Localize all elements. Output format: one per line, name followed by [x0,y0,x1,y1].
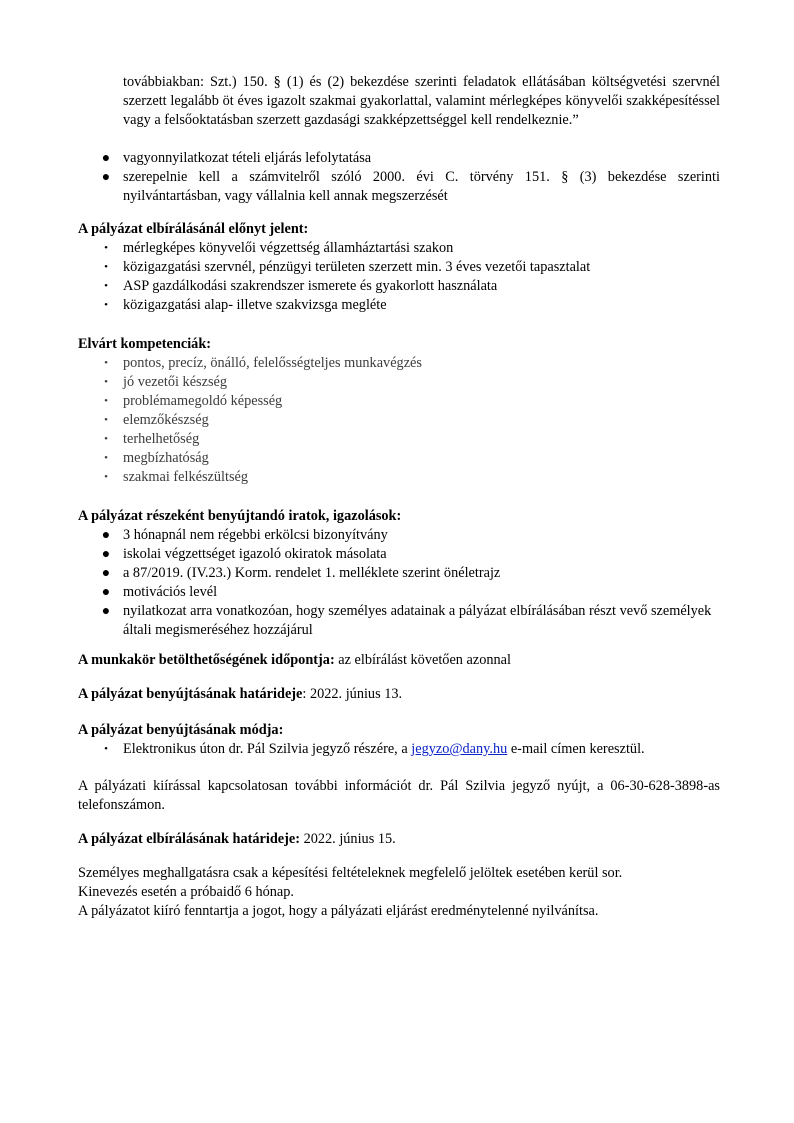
list-item [78,411,720,430]
bullet-icon: • [104,299,108,311]
competencies-section [78,335,720,487]
bullet-icon: ● [101,566,111,581]
list-item [78,430,720,449]
decision-deadline-label: A pályázat elbírálásának határideje: [78,831,300,847]
documents-section [78,507,720,640]
closing-line: Személyes meghallgatásra csak a képesítési feltételeknek megfelelő jelöltek esetében kerül sor. [78,865,623,881]
bullet-icon: ● [101,528,111,543]
list-item-text: 3 hónapnál nem régebbi erkölcsi bizonyítvány [123,527,388,543]
bullet-icon: • [104,743,108,755]
submission-section [78,721,720,759]
list-item-text: közigazgatási alap- illetve szakvizsga megléte [123,297,387,313]
start-date-line [78,651,720,670]
list-item [78,149,720,168]
closing-block [78,864,720,921]
section-heading: A pályázat elbírálásánál előnyt jelent: [78,221,309,237]
list-item-text: mérlegképes könyvelői végzettség államháztartási szakon [123,240,454,256]
list-item [78,168,720,206]
decision-deadline-value: 2022. június 15. [300,831,396,847]
list-item-text: motivációs levél [123,584,218,600]
closing-line: A pályázatot kiíró fenntartja a jogot, hogy a pályázati eljárást eredménytelenné nyilvánítsa. [78,903,599,919]
list-item [78,277,720,296]
requirements-tail-list [78,149,720,206]
list-item-text: szakmai felkészültség [123,469,249,485]
list-item-text: terhelhetőség [123,431,200,447]
bullet-icon: • [104,433,108,445]
start-date-value: az elbírálást követően azonnal [334,652,511,668]
bullet-icon: • [104,471,108,483]
list-item [78,296,720,315]
submission-text-before: Elektronikus úton dr. Pál Szilvia jegyző részére, a [123,741,412,757]
list-item-text: nyilatkozat arra vonatkozóan, hogy személyes adatainak a pályázat elbírálásában részt vevő személyek általi megismeréséhez hozzájárul [123,603,712,638]
bullet-icon: • [104,357,108,369]
bullet-icon: • [104,261,108,273]
deadline-label: A pályázat benyújtásának határideje [78,686,303,702]
bullet-icon: • [104,395,108,407]
bullet-icon: • [104,280,108,292]
deadline-line [78,685,720,704]
bullet-icon: ● [101,547,111,562]
bullet-icon: • [104,414,108,426]
advantage-section [78,220,720,315]
info-paragraph: A pályázati kiírással kapcsolatosan további információt dr. Pál Szilvia jegyző nyújt, a 06-30-628-3898-as telefonszámon. [78,778,720,813]
list-item-text: megbízhatóság [123,450,209,466]
closing-line: Kinevezés esetén a próbaidő 6 hónap. [78,884,294,900]
list-item [78,602,720,640]
list-item-text: iskolai végzettséget igazoló okiratok másolata [123,546,387,562]
list-item [78,583,720,602]
bullet-icon: ● [101,604,111,619]
list-item-text: jó vezetői készség [123,374,228,390]
list-item [78,468,720,487]
list-item [78,239,720,258]
bullet-icon: • [104,376,108,388]
bullet-icon: • [104,242,108,254]
list-item [78,258,720,277]
list-item [78,564,720,583]
list-item [78,545,720,564]
bullet-icon: • [104,452,108,464]
section-heading: Elvárt kompetenciák: [78,336,212,352]
bullet-icon: ● [101,170,111,185]
intro-continuation: továbbiakban: Szt.) 150. § (1) és (2) bekezdése szerinti feladatok ellátásában költségvetési szervnél szerzett legalább öt éves igazolt szakmai gyakorlattal, valamint mérlegképes könyvelői szakképesítéssel vagy a felsőoktatásban szerzett gazdasági szakképzettséggel kell rendelkeznie.” [123,74,720,128]
deadline-value: : 2022. június 13. [302,686,403,702]
list-item-text: problémamegoldó képesség [123,393,283,409]
bullet-icon: ● [101,585,111,600]
section-heading: A pályázat részeként benyújtandó iratok, igazolások: [78,508,402,524]
list-item-text: elemzőkészség [123,412,209,428]
list-item [78,392,720,411]
list-item-text: pontos, precíz, önálló, felelősségteljes munkavégzés [123,355,422,371]
list-item [78,373,720,392]
submission-text-after: e-mail címen keresztül. [507,741,645,757]
list-item [78,354,720,373]
bullet-icon: ● [101,151,111,166]
section-heading: A pályázat benyújtásának módja: [78,722,284,738]
start-date-label: A munkakör betölthetőségének időpontja: [78,652,335,668]
list-item-text: vagyonnyilatkozat tételi eljárás lefolytatása [123,150,372,166]
list-item [78,740,720,759]
list-item-text: a 87/2019. (IV.23.) Korm. rendelet 1. melléklete szerint önéletrajz [123,565,501,581]
list-item-text: közigazgatási szervnél, pénzügyi területen szerzett min. 3 éves vezetői tapasztalat [123,259,591,275]
list-item [78,449,720,468]
decision-deadline-line [78,830,720,849]
list-item-text: ASP gazdálkodási szakrendszer ismerete és gyakorlott használata [123,278,498,294]
list-item-text: szerepelnie kell a számvitelről szóló 2000. évi C. törvény 151. § (3) bekezdése szerinti nyilvántartásban, vagy vállalnia kell annak megszerzését [123,169,720,204]
email-link[interactable]: jegyzo@dany.hu [411,741,508,757]
list-item [78,526,720,545]
